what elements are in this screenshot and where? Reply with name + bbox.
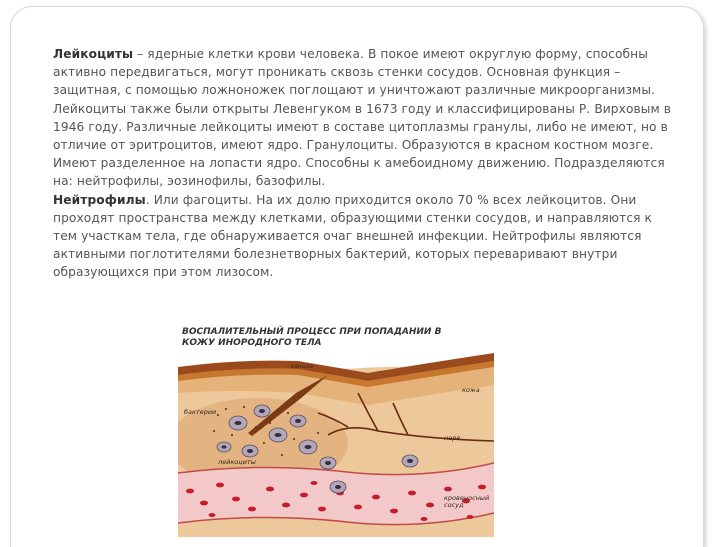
paragraph-leukocytes (53, 45, 673, 191)
inflammation-illustration (178, 323, 494, 537)
neutrophils-description: . Или фагоциты. На их долю приходится около 70 % всех лейкоцитов. Они проходят пространства между клетками, образующими стенки сосудов, и направляются к тем участкам тела, где обнаруживается очаг внешней инфекции. Нейтрофилы являются активными поглотителями болезнетворных бактерий, которых переваривают внутри образующихся при этом лизосом. (53, 192, 653, 280)
label-leukocytes: лейкоциты (218, 458, 256, 466)
term-neutrophils: Нейтрофилы (53, 192, 146, 207)
label-bacteria: бактерии (184, 408, 217, 416)
label-skin: кожа (462, 386, 480, 394)
paragraph-neutrophils (53, 191, 673, 282)
label-nerve: нерв (444, 434, 461, 442)
label-blood-vessel: кровеносный сосуд (444, 494, 490, 509)
leukocytes-description: – ядерные клетки крови человека. В покое имеют округлую форму, способны активно передвигаться, могут проникать сквозь стенки сосудов. Основная функция – защитная, с помощью ложноножек поглощают и уничтожают различные микроорганизмы. Лейкоциты также были открыты Левенгуком в 1673 году и классифицированы Р. Вирховым в 1946 году. Различные лейкоциты имеют в составе цитоплазмы гранулы, либо не имеют, но в отличие от эритроцитов, имеют ядро. Гранулоциты. Образуются в красном костном мозге. Имеют разделенное на лопасти ядро. Способны к амебоидному движению. Подразделяются на: нейтрофилы, эозинофилы, базофилы. (53, 47, 672, 189)
illustration-title: ВОСПАЛИТЕЛЬНЫЙ ПРОЦЕСС ПРИ ПОПАДАНИИ В КОЖУ ИНОРОДНОГО ТЕЛА (182, 327, 442, 348)
label-splinter: заноза (290, 362, 314, 370)
text-body (53, 45, 673, 282)
term-leukocytes: Лейкоциты (53, 47, 134, 61)
